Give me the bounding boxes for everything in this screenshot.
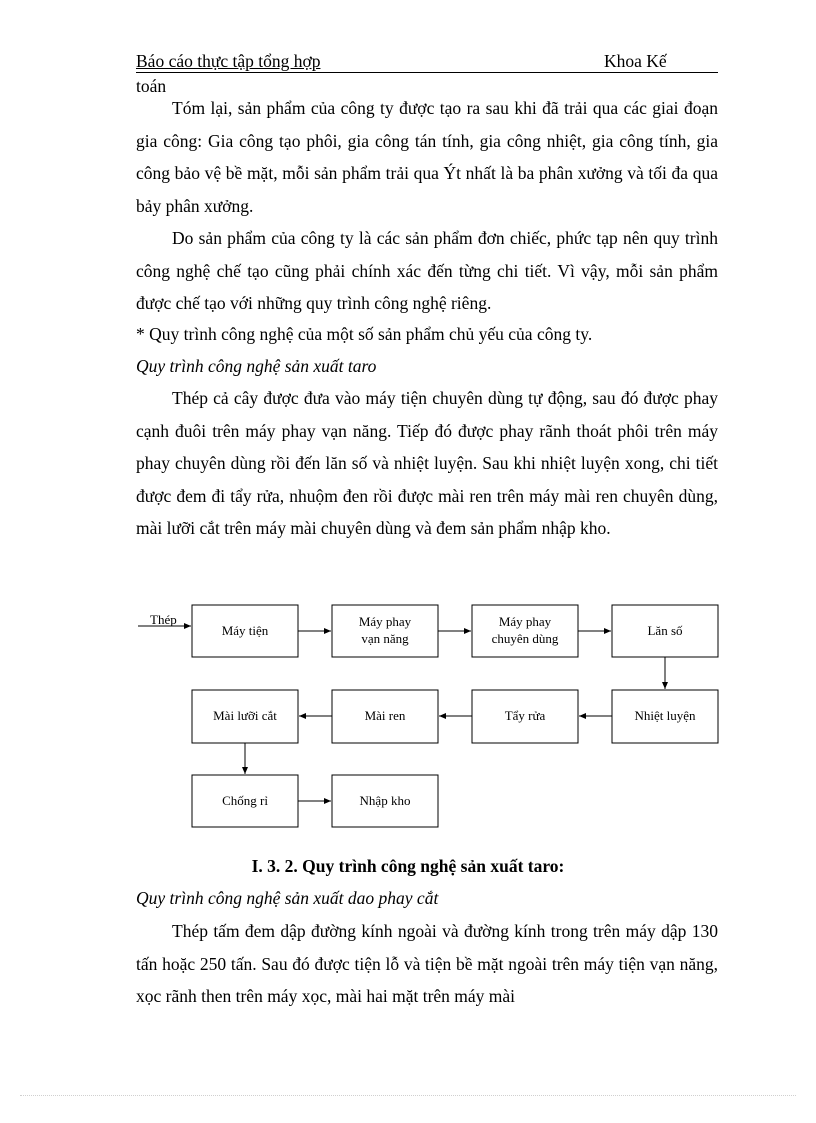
bullet-line: * Quy trình công nghệ của một số sản phẩm chủ yếu của công ty. xyxy=(136,324,593,344)
header-continuation: toán xyxy=(136,76,167,96)
paragraph-products: Do sản phẩm của công ty là các sản phẩm đơn chiếc, phức tạp nên quy trình công nghệ chế tạo cũng phải chính xác đến từng chi tiết. Vì vậy, mỗi sản phẩm được chế tạo với những quy trình công nghệ riêng. xyxy=(136,228,718,313)
label-may-phay-van-nang-2: vạn năng xyxy=(361,631,409,646)
subheading-taro: Quy trình công nghệ sản xuất taro xyxy=(136,356,377,376)
label-may-tien: Máy tiện xyxy=(221,623,269,638)
label-tay-rua: Tẩy rửa xyxy=(504,708,546,723)
page-header xyxy=(136,50,718,73)
label-mai-ren: Mài ren xyxy=(364,708,406,723)
label-mai-luoi-cat: Mài lưỡi cắt xyxy=(213,708,277,723)
label-nhiet-luyen: Nhiệt luyện xyxy=(634,708,696,723)
header-title: Báo cáo thực tập tổng hợp xyxy=(136,51,321,71)
paragraph-dao-phay-process: Thép tấm đem dập đường kính ngoài và đường kính trong trên máy dập 130 tấn hoặc 250 tấn. Sau đó được tiện lỗ và tiện bề mặt ngoài trên máy tiện vạn năng, xọc rãnh then trên máy xọc, mài hai mặt trên máy mài xyxy=(136,921,718,1006)
label-may-phay-chuyen-dung-2: chuyên dùng xyxy=(491,631,559,646)
label-input: Thép xyxy=(150,612,177,627)
label-may-phay-van-nang-1: Máy phay xyxy=(358,614,412,629)
paragraph-taro-process: Thép cả cây được đưa vào máy tiện chuyên dùng tự động, sau đó được phay cạnh đuôi trên máy phay vạn năng. Tiếp đó được phay rãnh thoát phôi trên máy phay chuyên dùng rồi đến lăn số và nhiệt luyện. Sau khi nhiệt luyện xong, chi tiết được đem đi tẩy rửa, nhuộm đen rồi được mài ren trên máy mài ren chuyên dùng, mài lưỡi cắt trên máy mài chuyên dùng và đem sản phẩm nhập kho. xyxy=(136,388,718,538)
page-bottom-divider xyxy=(20,1095,796,1096)
paragraph-summary: Tóm lại, sản phẩm của công ty được tạo ra sau khi đã trải qua các giai đoạn gia công: Gia công tạo phôi, gia công tán tính, gia công nhiệt, gia công tính, gia công bảo vệ bề mặt, mỗi sản phẩm trải qua Ýt nhất là ba phân xưởng và tối đa qua bảy phân xưởng. xyxy=(136,98,718,216)
label-may-phay-chuyen-dung-1: Máy phay xyxy=(498,614,552,629)
figure-caption: I. 3. 2. Quy trình công nghệ sản xuất taro: xyxy=(251,856,565,876)
label-nhap-kho: Nhập kho xyxy=(359,793,411,808)
header-department: Khoa Kế xyxy=(604,51,667,71)
subheading-dao-phay: Quy trình công nghệ sản xuất dao phay cắt xyxy=(136,888,439,908)
label-lan-so: Lăn số xyxy=(647,623,683,638)
taro-flowchart xyxy=(130,600,730,840)
label-chong-ri: Chống rỉ xyxy=(222,793,268,808)
